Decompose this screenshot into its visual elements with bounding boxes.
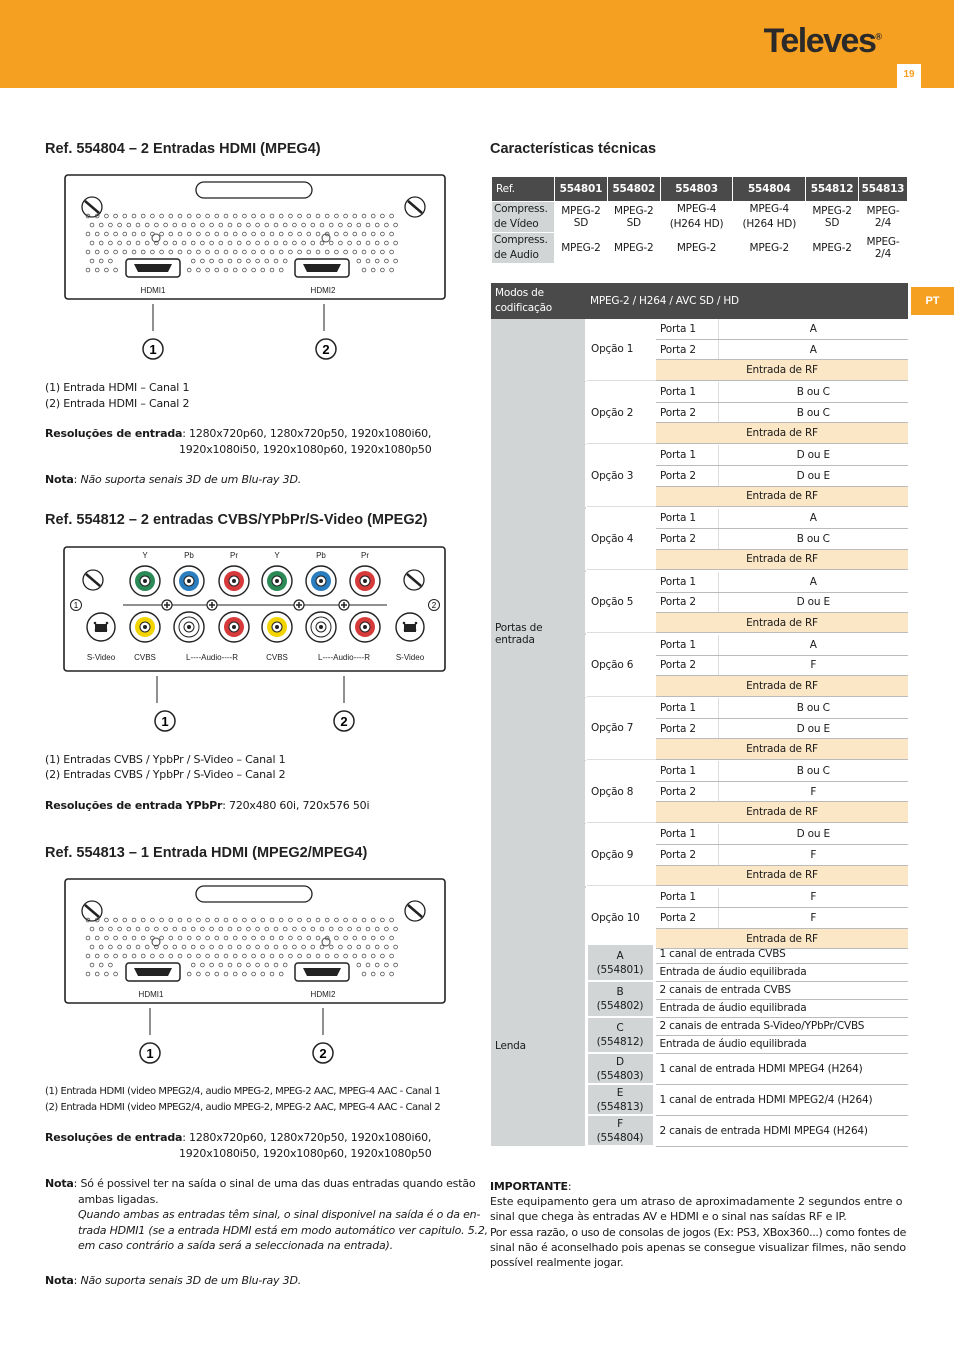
table-cell: B ou C (718, 698, 908, 718)
table-cell: A (718, 509, 908, 529)
port-label: Porta 2 (656, 529, 718, 549)
table-cell: B ou C (718, 761, 908, 781)
port-label: HDMI1 (140, 286, 166, 295)
table-cell: MPEG-4 (H264 HD) (660, 202, 733, 233)
page-header (0, 0, 954, 88)
brand-logo: Televes® (763, 22, 882, 60)
important-line: possível realmente jogar. (490, 1256, 624, 1269)
important-line: sinal que chega às entradas AV e HDMI e o sinal nas saídas RF e IP. (490, 1210, 847, 1223)
note-cont: Quando ambas as entradas têm sinal, o sinal disponivel na saída é o da en- (78, 1208, 481, 1221)
resolutions-cont: 1920x1080i50, 1920x1080p60, 1920x1080p50 (179, 1147, 432, 1160)
table-cell: MPEG-2 (607, 233, 660, 264)
rf-cell: Entrada de RF (656, 360, 908, 380)
jack-label: L----Audio----R (318, 653, 370, 662)
jack-label: S-Video (86, 653, 116, 662)
legend-line: (1) Entradas CVBS / YpbPr / S-Video – Canal 1 (45, 753, 286, 766)
callout-number: 1 (146, 1046, 154, 1061)
section-title: Características técnicas (490, 141, 657, 157)
header-cell: 554803 (660, 177, 733, 202)
header-cell: 554804 (733, 177, 806, 202)
legend-desc: 2 canais de entrada HDMI MPEG4 (H264) (654, 1115, 908, 1146)
port-label: Porta 2 (656, 718, 718, 738)
table-cell: D ou E (718, 718, 908, 738)
table-cell: F (718, 782, 908, 802)
legend-line: (2) Entradas CVBS / YpbPr / S-Video – Canal 2 (45, 768, 286, 781)
header-cell: 554801 (555, 177, 608, 202)
rf-cell: Entrada de RF (656, 612, 908, 632)
port-label: Porta 1 (656, 824, 718, 844)
header-cell: Modos de codificação (491, 283, 586, 319)
hdmi-port-icon (295, 963, 349, 981)
legend-line: (2) Entrada HDMI – Canal 2 (45, 397, 190, 410)
port-label: Porta 1 (656, 319, 718, 339)
table-header-row (491, 283, 908, 319)
table-cell: A (718, 339, 908, 359)
table-cell: F (718, 655, 908, 675)
note-cont: em caso contrário a saída será a seleccionada na entrada). (78, 1239, 393, 1252)
resolutions-cont: 1920x1080i50, 1920x1080p60, 1920x1080p50 (179, 443, 432, 456)
av-panel-diagram (63, 546, 447, 674)
rf-cell: Entrada de RF (656, 802, 908, 822)
legend-key: B (554802) (586, 981, 654, 1017)
port-label: Porta 2 (656, 908, 718, 928)
note-cont: ambas ligadas. (78, 1193, 159, 1206)
row-label: Compress. de Vídeo (492, 202, 555, 233)
table-cell: D ou E (718, 592, 908, 612)
legend-line: (1) Entrada HDMI (video MPEG2/4, audio MPEG-2, MPEG-2 AAC, MPEG-4 AAC - Canal 1 (45, 1086, 441, 1097)
important-line: sinal não é aconselhado pois apenas se consegue visualizar filmes, não sendo (490, 1241, 906, 1254)
screw-icon (82, 901, 102, 921)
port-label: Porta 1 (656, 572, 718, 592)
table-cell: MPEG-2/4 (858, 202, 907, 233)
header-cell: 554812 (806, 177, 859, 202)
resolutions: Resoluções de entrada: 1280x720p60, 1280x720p50, 1920x1080i60, (45, 1131, 432, 1144)
hdmi-panel-diagram (64, 174, 447, 302)
legend-desc: Entrada de áudio equilibrada (654, 999, 908, 1017)
screw-icon (82, 197, 102, 217)
option-label: Opção 1 (586, 319, 656, 380)
option-label: Opção 8 (586, 761, 656, 822)
header-cell: Ref. (492, 177, 555, 202)
jack-label: CVBS (134, 653, 156, 662)
legend-desc: 1 canal de entrada HDMI MPEG4 (H264) (654, 1053, 908, 1084)
legend-key: D (554803) (586, 1053, 654, 1084)
channel-number: 2 (431, 601, 437, 610)
resolutions: Resoluções de entrada: 1280x720p60, 1280x720p50, 1920x1080i60, (45, 427, 432, 440)
row-group-label: Portas de entrada (491, 319, 586, 949)
port-label: Porta 1 (656, 888, 718, 908)
callouts (140, 304, 340, 364)
section-title: Ref. 554804 – 2 Entradas HDMI (MPEG4) (45, 141, 321, 157)
note: Nota: Não suporta senais 3D de um Blu-ray 3D. (45, 1274, 302, 1287)
table-cell: D ou E (718, 445, 908, 465)
port-label: Porta 2 (656, 655, 718, 675)
legend-key: C (554812) (586, 1017, 654, 1053)
rf-cell: Entrada de RF (656, 423, 908, 443)
option-label: Opção 4 (586, 509, 656, 570)
table-cell: B ou C (718, 403, 908, 423)
legend-key: E (554813) (586, 1084, 654, 1115)
note: Nota: Só é possivel ter na saída o sinal de uma das duas entradas quando estão (45, 1177, 476, 1190)
important-line: Por essa razão, o uso de consolas de jogos (Ex: PS3, XBox360...) como fontes de (490, 1226, 907, 1239)
coding-modes-table (491, 283, 908, 949)
table-cell: MPEG-2 (555, 233, 608, 264)
jack-label: Pr (230, 551, 238, 560)
table-cell: A (718, 635, 908, 655)
jack-label: Y (274, 551, 280, 560)
legend-desc: Entrada de áudio equilibrada (654, 1035, 908, 1053)
legend-desc: 2 canais de entrada CVBS (654, 981, 908, 999)
table-cell: D ou E (718, 466, 908, 486)
section-title: Ref. 554812 – 2 entradas CVBS/YPbPr/S-Video (MPEG2) (45, 512, 428, 528)
table-cell: MPEG-2 SD (806, 202, 859, 233)
jack-label: Y (142, 551, 148, 560)
table-cell: MPEG-2 SD (607, 202, 660, 233)
rf-cell: Entrada de RF (656, 928, 908, 948)
table-cell: MPEG-2 (733, 233, 806, 264)
legend-desc: 2 canais de entrada S-Video/YPbPr/CVBS (654, 1017, 908, 1035)
callouts (137, 1008, 337, 1068)
table-cell: MPEG-4 (H264 HD) (733, 202, 806, 233)
page-number: 19 (897, 64, 921, 88)
rf-cell: Entrada de RF (656, 739, 908, 759)
row-group-label: Lenda (491, 945, 586, 1146)
port-label: Porta 2 (656, 403, 718, 423)
port-label: Porta 1 (656, 635, 718, 655)
jack-label: S-Video (395, 653, 425, 662)
callout-number: 1 (161, 714, 169, 729)
port-label: Porta 2 (656, 339, 718, 359)
jack-label: Pr (361, 551, 369, 560)
jack-label: Pb (184, 551, 194, 560)
note: Nota: Não suporta senais 3D de um Blu-ray 3D. (45, 473, 302, 486)
row-label: Compress. de Audio (492, 233, 555, 264)
section-title: Ref. 554813 – 1 Entrada HDMI (MPEG2/MPEG4) (45, 845, 368, 861)
port-label: Porta 1 (656, 761, 718, 781)
header-cell: MPEG-2 / H264 / AVC SD / HD (586, 283, 908, 319)
compression-table (491, 176, 908, 264)
legend-line: (1) Entrada HDMI – Canal 1 (45, 381, 190, 394)
note-cont: trada HDMI1 (se a entrada HDMI está em modo automático ver capitulo. 5.2, (78, 1224, 488, 1237)
table-row (492, 233, 908, 264)
rf-cell: Entrada de RF (656, 865, 908, 885)
table-cell: D ou E (718, 824, 908, 844)
rf-cell: Entrada de RF (656, 486, 908, 506)
table-cell: A (718, 319, 908, 339)
option-label: Opção 3 (586, 445, 656, 506)
option-label: Opção 5 (586, 572, 656, 633)
table-cell: F (718, 908, 908, 928)
callout-number: 2 (340, 714, 348, 729)
port-label: Porta 2 (656, 466, 718, 486)
port-label: Porta 1 (656, 698, 718, 718)
callouts (145, 676, 365, 736)
hdmi-panel-diagram (64, 878, 447, 1006)
table-cell: MPEG-2 (806, 233, 859, 264)
legend-table (491, 945, 908, 1147)
hdmi-port-icon (126, 963, 180, 981)
port-label: Porta 2 (656, 845, 718, 865)
legend-line: (2) Entrada HDMI (video MPEG2/4, audio MPEG-2, MPEG-2 AAC, MPEG-4 AAC - Canal 2 (45, 1102, 441, 1113)
callout-number: 2 (322, 342, 330, 357)
legend-desc: Entrada de áudio equilibrada (654, 963, 908, 981)
callout-number: 1 (149, 342, 157, 357)
table-cell: A (718, 572, 908, 592)
port-label: HDMI2 (310, 990, 336, 999)
legend-desc: 1 canal de entrada CVBS (654, 945, 908, 963)
table-cell: B ou C (718, 382, 908, 402)
table-row (491, 319, 908, 339)
port-label: Porta 1 (656, 509, 718, 529)
port-label: Porta 2 (656, 592, 718, 612)
jack-label: CVBS (266, 653, 288, 662)
table-cell: MPEG-2 (660, 233, 733, 264)
rf-cell: Entrada de RF (656, 549, 908, 569)
option-label: Opção 10 (586, 888, 656, 949)
option-label: Opção 6 (586, 635, 656, 696)
table-cell: F (718, 888, 908, 908)
option-label: Opção 2 (586, 382, 656, 443)
port-label: Porta 2 (656, 782, 718, 802)
screw-icon (405, 901, 425, 921)
port-label: Porta 1 (656, 445, 718, 465)
hdmi-port-icon (126, 259, 180, 277)
table-cell: MPEG-2/4 (858, 233, 907, 264)
table-cell: F (718, 845, 908, 865)
jack-label: L----Audio----R (186, 653, 238, 662)
table-header-row (492, 177, 908, 202)
jack-label: Pb (316, 551, 326, 560)
channel-number: 1 (73, 601, 79, 610)
language-tab[interactable]: PT (911, 287, 954, 315)
resolutions: Resoluções de entrada YPbPr: 720x480 60i, 720x576 50i (45, 799, 370, 812)
port-label: HDMI2 (310, 286, 336, 295)
header-cell: 554802 (607, 177, 660, 202)
option-label: Opção 7 (586, 698, 656, 759)
table-cell: MPEG-2 SD (555, 202, 608, 233)
hdmi-port-icon (295, 259, 349, 277)
legend-key: F (554804) (586, 1115, 654, 1146)
callout-number: 2 (319, 1046, 327, 1061)
port-label: Porta 1 (656, 382, 718, 402)
port-label: HDMI1 (138, 990, 164, 999)
rf-cell: Entrada de RF (656, 676, 908, 696)
screw-icon (405, 197, 425, 217)
option-label: Opção 9 (586, 824, 656, 885)
header-cell: 554813 (858, 177, 907, 202)
table-row (492, 202, 908, 233)
important-line: Este equipamento gera um atraso de aproximadamente 2 segundos entre o (490, 1195, 903, 1208)
important-label: IMPORTANTE: (490, 1180, 572, 1193)
table-cell: B ou C (718, 529, 908, 549)
legend-desc: 1 canal de entrada HDMI MPEG2/4 (H264) (654, 1084, 908, 1115)
legend-key: A (554801) (586, 945, 654, 981)
table-row (491, 945, 908, 963)
